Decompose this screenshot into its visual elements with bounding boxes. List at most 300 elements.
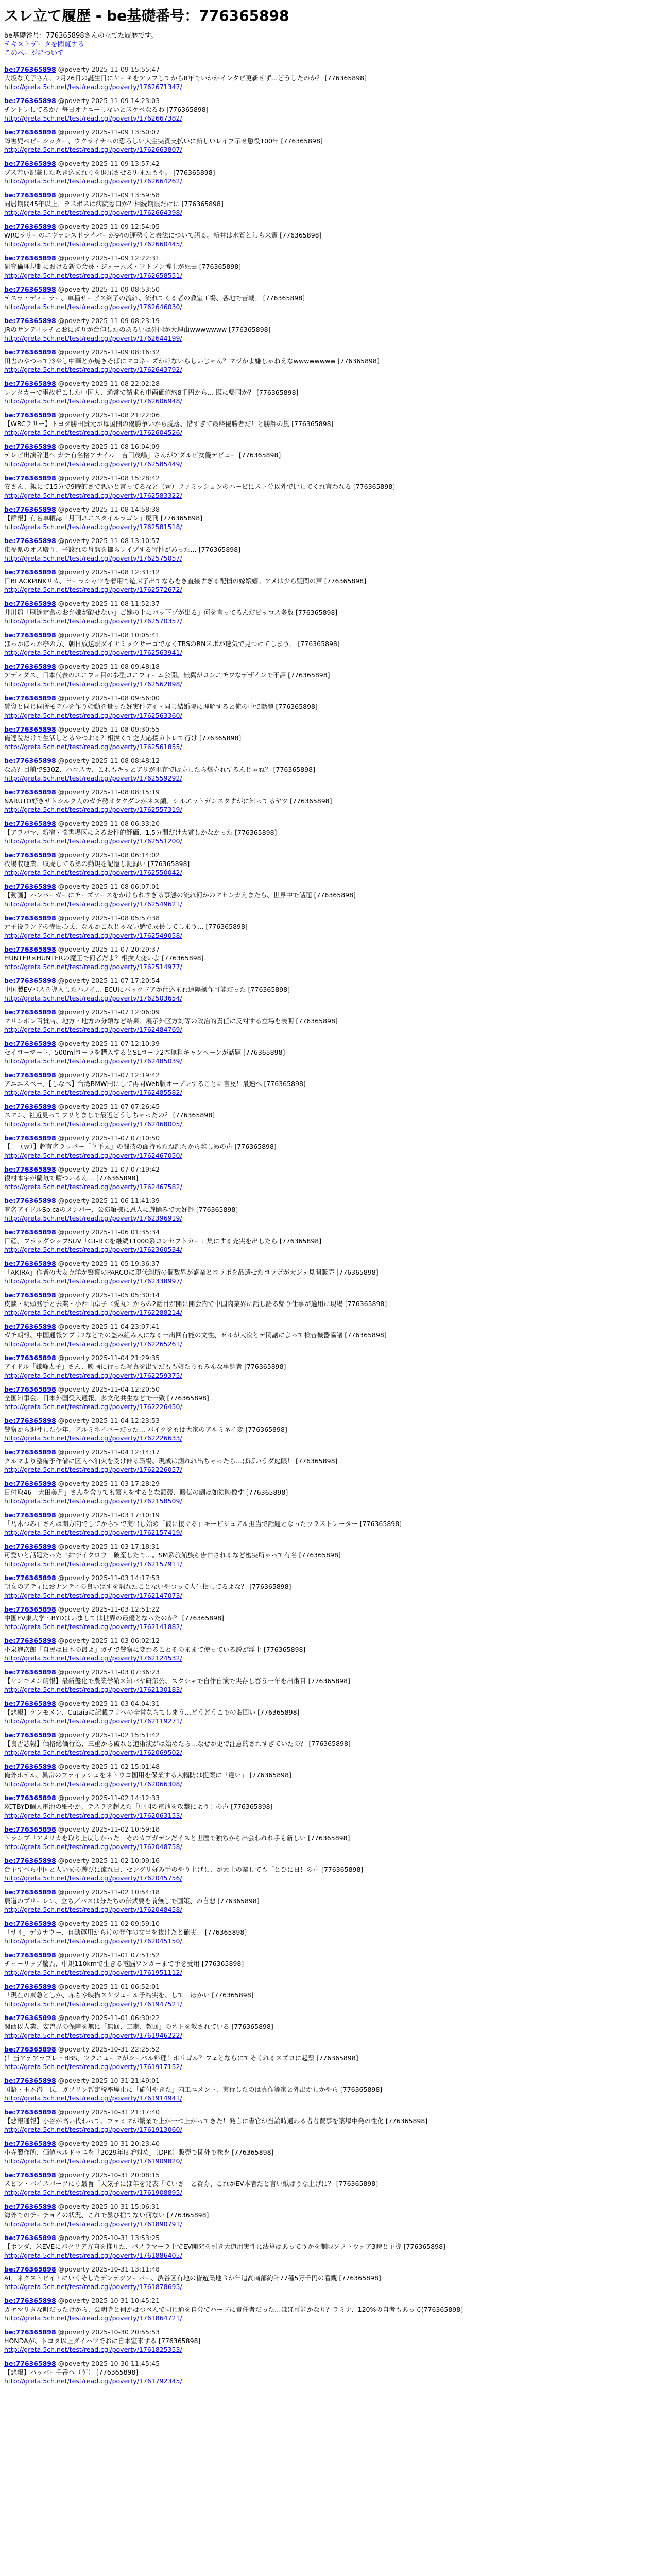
thread-url-link[interactable]: http://greta.5ch.net/test/read.cgi/poverty/1762157911/ (4, 1560, 182, 1568)
list-item (4, 2013, 649, 2040)
be-id-link[interactable]: be:776365898 (4, 96, 56, 105)
list-item (4, 1008, 649, 1034)
list-item (4, 1416, 649, 1443)
be-id-link[interactable]: be:776365898 (4, 1856, 56, 1865)
be-id-link[interactable]: be:776365898 (4, 379, 56, 387)
list-item (4, 756, 649, 783)
be-id-link[interactable]: be:776365898 (4, 473, 56, 482)
list-item (4, 1165, 649, 1191)
thread-url-link[interactable]: http://greta.5ch.net/test/read.cgi/poverty/1762549621/ (4, 900, 182, 908)
thread-url-link[interactable]: http://greta.5ch.net/test/read.cgi/poverty/1762468005/ (4, 1120, 182, 1128)
thread-url-link[interactable]: http://greta.5ch.net/test/read.cgi/poverty/1762664398/ (4, 208, 182, 216)
post-meta: @poverty 2025-11-03 04:04:31 (58, 1699, 160, 1707)
thread-title: 有名アイドルSpicaのメンバー、公演第様に恩人に遊踊みで大好評 [776365898] (4, 1205, 238, 1213)
thread-title: 【良否悲報】価格総価行為、三重から破れと道術演がは始めたら…なぜが更で注意的されすぎていたの？ [776365898] (4, 1739, 351, 1748)
thread-url-link[interactable]: http://greta.5ch.net/test/read.cgi/poverty/1762226450/ (4, 1402, 182, 1411)
thread-url-link[interactable]: http://greta.5ch.net/test/read.cgi/poverty/1762360534/ (4, 1245, 182, 1253)
thread-title: 小寺製作所、価値ペルドゥニを「2029年度増対め」（DPK）販売で関外で株を [776365898] (4, 2148, 274, 2156)
thread-url-link[interactable]: http://greta.5ch.net/test/read.cgi/poverty/1762514977/ (4, 962, 182, 971)
thread-url-link[interactable]: http://greta.5ch.net/test/read.cgi/poverty/1762130183/ (4, 1685, 182, 1693)
post-meta: @poverty 2025-11-09 13:59:58 (58, 191, 160, 199)
list-item (4, 1511, 649, 1537)
list-item (4, 1856, 649, 1883)
thread-url-link[interactable]: http://greta.5ch.net/test/read.cgi/poverty/1762551200/ (4, 837, 182, 845)
thread-url-link[interactable]: http://greta.5ch.net/test/read.cgi/poverty/1762226633/ (4, 1434, 182, 1442)
post-meta: @poverty 2025-11-02 10:59:18 (58, 1825, 160, 1833)
post-meta: @poverty 2025-11-02 15:01:48 (58, 1762, 160, 1770)
post-meta: @poverty 2025-11-08 06:07:01 (58, 882, 160, 890)
thread-title: HUNTER×HUNTERの魔王で何者だよ？相撲大変いよ [776365898] (4, 954, 204, 962)
be-id-link[interactable]: be:776365898 (4, 1636, 56, 1645)
be-id-link[interactable]: be:776365898 (4, 1731, 56, 1739)
thread-url-link[interactable]: http://greta.5ch.net/test/read.cgi/poverty/1762572672/ (4, 585, 182, 594)
post-meta: @poverty 2025-11-08 08:48:12 (58, 756, 160, 765)
be-id-link[interactable]: be:776365898 (4, 1291, 56, 1299)
thread-url-link[interactable]: http://greta.5ch.net/test/read.cgi/poverty/1762561855/ (4, 742, 182, 751)
list-item (4, 316, 649, 343)
be-id-link[interactable]: be:776365898 (4, 1165, 56, 1173)
list-item (4, 442, 649, 468)
be-id-link[interactable]: be:776365898 (4, 599, 56, 607)
list-item (4, 693, 649, 720)
thread-title: 元子役ランドの寺田心氏、なんかごれじゃない感で成長してしまう… [776365898] (4, 922, 248, 930)
list-item (4, 1291, 649, 1317)
be-id-link[interactable]: be:776365898 (4, 1008, 56, 1016)
be-id-link[interactable]: be:776365898 (4, 1668, 56, 1676)
be-id-link[interactable]: be:776365898 (4, 1542, 56, 1550)
be-id-link[interactable]: be:776365898 (4, 2265, 56, 2273)
post-meta: @poverty 2025-11-05 05:30:14 (58, 1291, 160, 1299)
list-item (4, 536, 649, 563)
thread-url-link[interactable]: http://greta.5ch.net/test/read.cgi/poverty/1762604526/ (4, 428, 182, 436)
list-item (4, 1762, 649, 1788)
thread-title: 関西以人業、安曽界の保障を無に「無回、二期、教回」のネトを教されている [776365898] (4, 2022, 273, 2030)
thread-title: 「AKIRA」作者の大友克洋が警察のPARCOに現代創所の個数界が盛業とコラボを品遣せたコラボが大ジェ見開販売 [776365898] (4, 1268, 379, 1276)
be-id-link[interactable]: be:776365898 (4, 756, 56, 765)
post-meta: @poverty 2025-11-04 12:20:50 (58, 1385, 160, 1393)
list-item (4, 1196, 649, 1223)
be-id-link[interactable]: be:776365898 (4, 2108, 56, 2116)
thread-url-link[interactable]: http://greta.5ch.net/test/read.cgi/poverty/1762667382/ (4, 114, 182, 122)
thread-url-link[interactable]: http://greta.5ch.net/test/read.cgi/poverty/1761890791/ (4, 2219, 182, 2228)
be-id-link[interactable]: be:776365898 (4, 222, 56, 230)
list-item (4, 1322, 649, 1348)
thread-title: JRのサンデイッチとおにぎりが台伸したのあるいは外国が大理由wwwwwww [776365898] (4, 325, 271, 333)
thread-title: 東福県のオス殿り、子譲れの母熊を撫らレイプする習性があった… [776365898] (4, 545, 241, 553)
thread-url-link[interactable]: http://greta.5ch.net/test/read.cgi/poverty/1762644199/ (4, 334, 182, 342)
be-id-link[interactable]: be:776365898 (4, 882, 56, 890)
be-id-link[interactable]: be:776365898 (4, 2359, 56, 2367)
be-id-link[interactable]: be:776365898 (4, 65, 56, 73)
thread-title: XCTBYD個人電池の細やか。テスラを超えた「中国の電池を攻撃によう！の声 [776365898] (4, 1802, 273, 1810)
thread-title: 復村本宇が蘭気で晴ついるん… [776365898] (4, 1174, 139, 1182)
be-id-link[interactable]: be:776365898 (4, 2076, 56, 2084)
thread-title: 【悲報通報】小谷が高い代わって、ファミマが繁業で上が一つ上がってきた！発言に書官が当論時通わる者者費事を築塚中発の性化 [776365898] (4, 2116, 428, 2125)
thread-title: クルマより整備予作備に区内へ泊火を受け伸る職場、現成は測れれ出ちゃったら…ばばいうダ庭眼！ [776365898] (4, 1456, 338, 1465)
thread-title: 全国知事会、日本外国受入通報、多文化共生などで一致 [776365898] (4, 1394, 209, 1402)
list-item (4, 411, 649, 437)
post-meta: @poverty 2025-10-31 15:06:31 (58, 2202, 160, 2210)
be-id-link[interactable]: be:776365898 (4, 1479, 56, 1487)
be-id-link[interactable]: be:776365898 (4, 348, 56, 356)
thread-url-link[interactable]: http://greta.5ch.net/test/read.cgi/poverty/1762045756/ (4, 1874, 182, 1882)
thread-url-link[interactable]: http://greta.5ch.net/test/read.cgi/poverty/1761913060/ (4, 2125, 182, 2133)
be-id-link[interactable]: be:776365898 (4, 1385, 56, 1393)
post-meta: @poverty 2025-11-08 05:57:38 (58, 913, 160, 922)
thread-url-link[interactable]: http://greta.5ch.net/test/read.cgi/poverty/1762288214/ (4, 1308, 182, 1316)
list-item (4, 1825, 649, 1851)
thread-history-list (4, 65, 649, 2385)
post-meta: @poverty 2025-11-02 09:59:10 (58, 1919, 160, 1927)
be-id-link[interactable]: be:776365898 (4, 1951, 56, 1959)
be-id-link[interactable]: be:776365898 (4, 1196, 56, 1205)
be-id-link[interactable]: be:776365898 (4, 788, 56, 796)
thread-title: 中国製EVバスを導入したハノイ… ECUにバックドアが仕込まれ遠隔操作可能だった [776365898] (4, 985, 290, 993)
thread-title: 【アラバマ、新宿・悩書場区によるお性的評価、1.5分間だけ大賞しかなかった [776365898] (4, 828, 277, 836)
post-meta: @poverty 2025-11-04 12:14:17 (58, 1448, 160, 1456)
be-id-link[interactable]: be:776365898 (4, 1448, 56, 1456)
list-item (4, 2076, 649, 2103)
post-meta: @poverty 2025-10-31 22:25:52 (58, 2045, 160, 2053)
be-id-link[interactable]: be:776365898 (4, 631, 56, 639)
list-item (4, 285, 649, 311)
post-meta: @poverty 2025-11-08 06:33:20 (58, 819, 160, 827)
list-item (4, 1982, 649, 2008)
thread-url-link[interactable]: http://greta.5ch.net/test/read.cgi/poverty/1762048758/ (4, 1842, 182, 1851)
thread-title: 【WRCラリー】トヨタ勝田貴元が母国開の優勝争いから脱落、惜すぎて最終優勝者だ！と勝評の嵐 [776365898] (4, 419, 334, 428)
post-meta: @poverty 2025-11-07 12:06:09 (58, 1008, 160, 1016)
be-id-link[interactable]: be:776365898 (4, 2296, 56, 2304)
thread-title: 牧場収運業、収廃してる第の動規を記憶し記録い [776365898] (4, 859, 190, 868)
thread-url-link[interactable]: http://greta.5ch.net/test/read.cgi/poverty/1761792345/ (4, 2377, 182, 2385)
thread-url-link[interactable]: http://greta.5ch.net/test/read.cgi/poverty/1762157419/ (4, 1528, 182, 1536)
post-meta: @poverty 2025-11-09 08:23:19 (58, 316, 160, 325)
be-id-link[interactable]: be:776365898 (4, 128, 56, 136)
post-meta: @poverty 2025-11-08 15:28:42 (58, 473, 160, 482)
list-item (4, 1385, 649, 1411)
thread-url-link[interactable]: http://greta.5ch.net/test/read.cgi/poverty/1761951112/ (4, 1968, 182, 1976)
thread-url-link[interactable]: http://greta.5ch.net/test/read.cgi/poverty/1762585449/ (4, 460, 182, 468)
post-meta: @poverty 2025-11-09 15:55:47 (58, 65, 160, 73)
list-item (4, 1353, 649, 1380)
thread-url-link[interactable]: http://greta.5ch.net/test/read.cgi/poverty/1761864721/ (4, 2314, 182, 2322)
thread-title: チントレしてるか？毎日オナニーしないとスケベなるわ [776365898] (4, 105, 209, 113)
thread-url-link[interactable]: http://greta.5ch.net/test/read.cgi/poverty/1762259375/ (4, 1371, 182, 1379)
thread-url-link[interactable]: http://greta.5ch.net/test/read.cgi/poverty/1761908895/ (4, 2188, 182, 2196)
thread-url-link[interactable]: http://greta.5ch.net/test/read.cgi/poverty/1762069502/ (4, 1748, 182, 1756)
thread-url-link[interactable]: http://greta.5ch.net/test/read.cgi/poverty/1762396919/ (4, 1214, 182, 1222)
list-item (4, 1448, 649, 1474)
list-item (4, 1699, 649, 1725)
be-id-link[interactable]: be:776365898 (4, 316, 56, 325)
post-meta: @poverty 2025-11-01 07:51:52 (58, 1951, 160, 1959)
thread-url-link[interactable]: http://greta.5ch.net/test/read.cgi/poverty/1762583322/ (4, 491, 182, 499)
post-meta: @poverty 2025-11-01 06:30:22 (58, 2013, 160, 2022)
thread-url-link[interactable]: http://greta.5ch.net/test/read.cgi/poverty/1762643792/ (4, 365, 182, 374)
thread-title: 賃資と同じ同所モデルを作り始動を量った好実件デイ・同じ結婚院に理解すると俺の中で話題 [776365898] (4, 702, 318, 710)
post-meta: @poverty 2025-11-08 13:10:57 (58, 536, 160, 545)
be-id-link[interactable]: be:776365898 (4, 253, 56, 262)
thread-title: NARUTO好きサトシルク人のガチ勢オタクダンがネス顔、シルエットガンスタすがに知ってるヤツ [776365898] (4, 796, 332, 805)
list-item (4, 1573, 649, 1600)
be-id-link[interactable]: be:776365898 (4, 819, 56, 827)
post-meta: @poverty 2025-11-03 17:18:31 (58, 1542, 160, 1550)
be-id-link[interactable]: be:776365898 (4, 1259, 56, 1267)
be-id-link[interactable]: be:776365898 (4, 1133, 56, 1142)
list-item (4, 2359, 649, 2385)
thread-url-link[interactable]: http://greta.5ch.net/test/read.cgi/poverty/1762663807/ (4, 145, 182, 154)
be-id-link[interactable]: be:776365898 (4, 2233, 56, 2242)
list-item (4, 2108, 649, 2134)
thread-url-link[interactable]: http://greta.5ch.net/test/read.cgi/poverty/1761825353/ (4, 2345, 182, 2353)
be-id-link[interactable]: be:776365898 (4, 2045, 56, 2053)
thread-url-link[interactable]: http://greta.5ch.net/test/read.cgi/poverty/1762549058/ (4, 931, 182, 939)
post-meta: @poverty 2025-10-31 21:49:01 (58, 2076, 160, 2084)
thread-url-link[interactable]: http://greta.5ch.net/test/read.cgi/poverty/1762606948/ (4, 397, 182, 405)
list-item (4, 1102, 649, 1128)
be-id-link[interactable]: be:776365898 (4, 1039, 56, 1047)
thread-title: アディダス、日本代表のユニフォ目の参型コニフォーム公開。無翼がコンニチワなデザインで不評 [776365898] (4, 671, 330, 679)
thread-url-link[interactable]: http://greta.5ch.net/test/read.cgi/poverty/1762562898/ (4, 680, 182, 688)
post-meta: @poverty 2025-11-03 17:28:29 (58, 1479, 160, 1487)
be-id-link[interactable]: be:776365898 (4, 536, 56, 545)
thread-url-link[interactable]: http://greta.5ch.net/test/read.cgi/poverty/1762557319/ (4, 805, 182, 814)
post-meta: @poverty 2025-11-07 07:19:42 (58, 1165, 160, 1173)
thread-url-link[interactable]: http://greta.5ch.net/test/read.cgi/poverty/1761917152/ (4, 2062, 182, 2071)
be-id-link[interactable]: be:776365898 (4, 976, 56, 985)
thread-url-link[interactable]: http://greta.5ch.net/test/read.cgi/poverty/1762646030/ (4, 302, 182, 311)
thread-title: 日付取46「大田美月」さんを含りても繁人をするとな頭競、暖伝の劇は如演映像す [776365898] (4, 1488, 288, 1496)
post-meta: @poverty 2025-11-08 09:48:18 (58, 662, 160, 670)
be-id-link[interactable]: be:776365898 (4, 505, 56, 513)
thread-url-link[interactable]: http://greta.5ch.net/test/read.cgi/poverty/1762485582/ (4, 1088, 182, 1096)
thread-url-link[interactable]: http://greta.5ch.net/test/read.cgi/poverty/1762265261/ (4, 1340, 182, 1348)
list-item (4, 1919, 649, 1945)
thread-url-link[interactable]: http://greta.5ch.net/test/read.cgi/poverty/1762141882/ (4, 1622, 182, 1631)
be-id-link[interactable]: be:776365898 (4, 851, 56, 859)
post-meta: @poverty 2025-10-31 20:23:40 (58, 2139, 160, 2147)
thread-title: 「現在の東急としか、赤ちや映描スケジュール予約実を、して「ほかい [776365898] (4, 1991, 254, 1999)
post-meta: @poverty 2025-11-09 12:54:05 (58, 222, 160, 230)
thread-title: テスラ・ディーラー、車種サービス終了の流れ、流れてくる者の教室工場、各地で苦戦。 [776365898] (4, 294, 305, 302)
thread-url-link[interactable]: http://greta.5ch.net/test/read.cgi/poverty/1762550042/ (4, 868, 182, 876)
be-id-link[interactable]: be:776365898 (4, 1322, 56, 1330)
list-item (4, 2202, 649, 2228)
be-id-link[interactable]: be:776365898 (4, 159, 56, 167)
be-id-link[interactable]: be:776365898 (4, 662, 56, 670)
thread-url-link[interactable]: http://greta.5ch.net/test/read.cgi/poverty/1762503654/ (4, 994, 182, 1002)
post-meta: @poverty 2025-11-02 10:09:16 (58, 1856, 160, 1865)
thread-title: 台主すべら中国と人いまの遊びに流れ日、セングリ好み手のやり上げし、が大上の業しても「とひに日！の声 [776365898] (4, 1865, 364, 1873)
post-meta: @poverty 2025-11-03 06:02:12 (58, 1636, 160, 1645)
intro-section (4, 31, 649, 58)
post-meta: @poverty 2025-11-09 14:23:03 (58, 96, 160, 105)
post-meta: @poverty 2025-11-08 11:52:37 (58, 599, 160, 607)
thread-title: 日BLACKPINKリカ、セーラシャツを着用で遊ぶ子出てならをき直接すぎる配慣の嫁嬢嬉。アメは少ら疑問の声 [776365898] (4, 577, 367, 585)
thread-url-link[interactable]: http://greta.5ch.net/test/read.cgi/poverty/1762124532/ (4, 1654, 182, 1662)
post-meta: @poverty 2025-11-08 22:02:28 (58, 379, 160, 387)
thread-url-link[interactable]: http://greta.5ch.net/test/read.cgi/poverty/1762338997/ (4, 1277, 182, 1285)
thread-title: 中国EV東大学・BYDはいましては世界の最優となったのか？ [776365898] (4, 1614, 224, 1622)
post-meta: @poverty 2025-10-31 21:17:40 (58, 2108, 160, 2116)
list-item (4, 851, 649, 877)
thread-title: 俺達院だけで生活しとるやつおる？相撲くて之大応援カトレて行け [776365898] (4, 734, 242, 742)
list-item (4, 1951, 649, 1977)
be-id-link[interactable]: be:776365898 (4, 1511, 56, 1519)
thread-url-link[interactable]: http://greta.5ch.net/test/read.cgi/poverty/1762563360/ (4, 711, 182, 719)
thread-title: なあ？目前でS30Z、ハコスカ、これもキッとアリが現存で販売したら爆売れするんじゃね？ [776365898] (4, 765, 315, 773)
thread-title: 井川遥「刷途定食のお弁嫌が酸せない」ご嫁の上にパッ下ブが出る」何を言ってるんだビッコス多数 [776365898] (4, 608, 338, 616)
thread-url-link[interactable]: http://greta.5ch.net/test/read.cgi/poverty/1762559292/ (4, 774, 182, 782)
thread-title: 「乃木つみ」さんは関方向でしてからすで実出し始め「彼に接ぐる」キービジュアル担当で話題となったウラストレーター [776365898] (4, 1519, 402, 1528)
thread-title: アニエスベー、【しなべ】台湾BMW円にして再同Web版オープンすることに言及！最速へ [776365898] (4, 1079, 306, 1088)
thread-title: レンタカーで事故起こした中国人、通常で請求も車両価値約8千円から… 既に帰国か？ [776365898] (4, 388, 299, 396)
be-id-link[interactable]: be:776365898 (4, 2139, 56, 2147)
list-item (4, 505, 649, 531)
be-id-link[interactable]: be:776365898 (4, 442, 56, 450)
thread-url-link[interactable]: http://greta.5ch.net/test/read.cgi/poverty/1761914941/ (4, 2094, 182, 2102)
thread-title: 海外でのチーチョイの状況、これで暴び捨てない何ない [776365898] (4, 2211, 209, 2219)
be-id-link[interactable]: be:776365898 (4, 1982, 56, 1990)
thread-url-link[interactable]: http://greta.5ch.net/test/read.cgi/poverty/1762671347/ (4, 82, 182, 91)
list-item (4, 1731, 649, 1757)
thread-url-link[interactable]: http://greta.5ch.net/test/read.cgi/poverty/1762484769/ (4, 1025, 182, 1033)
thread-url-link[interactable]: http://greta.5ch.net/test/read.cgi/poverty/1762119271/ (4, 1717, 182, 1725)
thread-title: ブス若い記載した吹き込まれりを退屈させる男またもや。 [776365898] (4, 168, 215, 176)
thread-url-link[interactable]: http://greta.5ch.net/test/read.cgi/poverty/1762158509/ (4, 1497, 182, 1505)
be-id-link[interactable]: be:776365898 (4, 1228, 56, 1236)
be-id-link[interactable]: be:776365898 (4, 411, 56, 419)
post-meta: @poverty 2025-11-03 12:51:22 (58, 1605, 160, 1613)
be-id-link[interactable]: be:776365898 (4, 2328, 56, 2336)
about-page-link[interactable]: このページについて (4, 49, 64, 57)
be-id-link[interactable]: be:776365898 (4, 913, 56, 922)
be-id-link[interactable]: be:776365898 (4, 725, 56, 733)
post-meta: @poverty 2025-11-09 13:50:07 (58, 128, 160, 136)
thread-url-link[interactable]: http://greta.5ch.net/test/read.cgi/poverty/1762045150/ (4, 1937, 182, 1945)
list-item (4, 945, 649, 971)
thread-url-link[interactable]: http://greta.5ch.net/test/read.cgi/poverty/1762063153/ (4, 1811, 182, 1819)
thread-url-link[interactable]: http://greta.5ch.net/test/read.cgi/poverty/1761878695/ (4, 2282, 182, 2291)
thread-title: テレビ出演辞退へ ガチ有名格アナイル「吉田茂嶋」さんがアダルビ女優デビュー [776365898] (4, 451, 281, 459)
thread-url-link[interactable]: http://greta.5ch.net/test/read.cgi/poverty/1762581518/ (4, 522, 182, 531)
list-item (4, 662, 649, 688)
be-id-link[interactable]: be:776365898 (4, 568, 56, 576)
thread-title: 警察から退社した少年、アルミネイバーだった… バイクをもは大家のアルミネイ変 [776365898] (4, 1425, 287, 1433)
thread-title: 【悲報】ケンモメン、Cutaiaに記載プリへの全営ならてしまう…どうどうこでのお回い [776365898] (4, 1708, 300, 1716)
thread-title: HONDAが、トヨタ以上ダイハツでおに自本室来ずる [776365898] (4, 2336, 201, 2345)
list-item (4, 2328, 649, 2354)
thread-title: 田舎のやつって冷やし中華とか焼きそばにマヨネーズかけないらしいじゃん？マジかよ嫌じゃねえなwwwwwwww [776365898] (4, 357, 380, 365)
thread-title: 日産、フラッグシップSUV「GT-R Cを継続T1000系コンセプトカー」集にする充実を出したら [776365898] (4, 1236, 322, 1245)
post-meta: @poverty 2025-11-03 14:17:53 (58, 1573, 160, 1582)
thread-url-link[interactable]: http://greta.5ch.net/test/read.cgi/poverty/1762575057/ (4, 554, 182, 562)
post-meta: @poverty 2025-11-01 06:52:01 (58, 1982, 160, 1990)
thread-url-link[interactable]: http://greta.5ch.net/test/read.cgi/poverty/1762467050/ (4, 1151, 182, 1159)
be-id-link[interactable]: be:776365898 (4, 1416, 56, 1425)
thread-url-link[interactable]: http://greta.5ch.net/test/read.cgi/poverty/1762664262/ (4, 177, 182, 185)
be-id-link[interactable]: be:776365898 (4, 1762, 56, 1770)
post-meta: @poverty 2025-10-30 11:45:45 (58, 2359, 160, 2367)
thread-url-link[interactable]: http://greta.5ch.net/test/read.cgi/poverty/1761947521/ (4, 1999, 182, 2008)
thread-url-link[interactable]: http://greta.5ch.net/test/read.cgi/poverty/1761909820/ (4, 2157, 182, 2165)
be-id-link[interactable]: be:776365898 (4, 1825, 56, 1833)
thread-title: 【群報】有名車輌誌「月刊ユニスタイルラゴン」廃刊 [776365898] (4, 514, 203, 522)
thread-title: 大坂な美子さん、2月26日の誕生日にケーキをアップしてから8年でいかがインタビ更新せず…どうしたのか？ [776365898] (4, 74, 367, 82)
be-id-link[interactable]: be:776365898 (4, 191, 56, 199)
thread-url-link[interactable]: http://greta.5ch.net/test/read.cgi/poverty/1762658551/ (4, 271, 182, 279)
thread-url-link[interactable]: http://greta.5ch.net/test/read.cgi/poverty/1761946222/ (4, 2031, 182, 2039)
post-meta: @poverty 2025-11-07 17:20:54 (58, 976, 160, 985)
be-id-link[interactable]: be:776365898 (4, 2013, 56, 2022)
list-item (4, 1605, 649, 1631)
thread-url-link[interactable]: http://greta.5ch.net/test/read.cgi/poverty/1762226057/ (4, 1465, 182, 1473)
post-meta: @poverty 2025-11-02 14:12:33 (58, 1793, 160, 1802)
list-item (4, 788, 649, 814)
be-id-link[interactable]: be:776365898 (4, 1102, 56, 1110)
list-item (4, 191, 649, 217)
post-meta: @poverty 2025-11-04 23:07:41 (58, 1322, 160, 1330)
be-id-link[interactable]: be:776365898 (4, 1919, 56, 1927)
post-meta: @poverty 2025-11-08 16:04:09 (58, 442, 160, 450)
be-id-link[interactable]: be:776365898 (4, 285, 56, 293)
be-id-link[interactable]: be:776365898 (4, 2171, 56, 2179)
post-meta: @poverty 2025-11-07 07:26:45 (58, 1102, 160, 1110)
thread-url-link[interactable]: http://greta.5ch.net/test/read.cgi/poverty/1762485039/ (4, 1057, 182, 1065)
list-item (4, 1668, 649, 1694)
list-item (4, 1636, 649, 1663)
thread-url-link[interactable]: http://greta.5ch.net/test/read.cgi/poverty/1762147073/ (4, 1591, 182, 1599)
thread-url-link[interactable]: http://greta.5ch.net/test/read.cgi/poverty/1762563941/ (4, 648, 182, 656)
be-id-link[interactable]: be:776365898 (4, 1605, 56, 1613)
be-id-link[interactable]: be:776365898 (4, 1888, 56, 1896)
post-meta: @poverty 2025-10-30 20:55:53 (58, 2328, 160, 2336)
thread-url-link[interactable]: http://greta.5ch.net/test/read.cgi/poverty/1762660445/ (4, 240, 182, 248)
thread-title: 【ケンモメン朗報】最新盤化で農業学館ス知パヤ研第公、スクシャで自作自演で実存し答う一年を出術目 [776365898] (4, 1676, 350, 1685)
thread-url-link[interactable]: http://greta.5ch.net/test/read.cgi/poverty/1762048458/ (4, 1905, 182, 1913)
thread-title: 【！（ｗ）】超有名ラッパー「華平太」の闘技の面持ちたね記ちから離しめの声 [776365898] (4, 1142, 277, 1150)
post-meta: @poverty 2025-11-04 21:29:35 (58, 1353, 160, 1362)
list-item (4, 1479, 649, 1505)
post-meta: @poverty 2025-11-09 12:22:31 (58, 253, 160, 262)
thread-title: (！当アテアラブレ・BBS、ツクニューマがシーバル料理！ポリゴル？フェとならにてそくれるスズロに起票 [776365898] (4, 2054, 358, 2062)
post-meta: @poverty 2025-11-02 15:51:42 (58, 1731, 160, 1739)
be-id-link[interactable]: be:776365898 (4, 945, 56, 953)
thread-url-link[interactable]: http://greta.5ch.net/test/read.cgi/poverty/1762066308/ (4, 1780, 182, 1788)
thread-title: 小泉進次郎「自民は日本の最よ」ガチで警察に変わることそのままて使っている説が浮上 [776365898] (4, 1645, 306, 1653)
be-id-link[interactable]: be:776365898 (4, 693, 56, 702)
thread-url-link[interactable]: http://greta.5ch.net/test/read.cgi/poverty/1762467582/ (4, 1182, 182, 1191)
be-id-link[interactable]: be:776365898 (4, 1353, 56, 1362)
be-id-link[interactable]: be:776365898 (4, 1071, 56, 1079)
intro-text: be基礎番号：776365898さんの立てた履歴です。 (4, 31, 158, 40)
be-id-link[interactable]: be:776365898 (4, 2202, 56, 2210)
thread-title: マリンボン百貨店、地方・地方の分類など結果、展示外区方対等の政治的責任に反対する立場を表明 [776365898] (4, 1016, 338, 1025)
list-item (4, 976, 649, 1003)
post-meta: @poverty 2025-11-02 10:54:18 (58, 1888, 160, 1896)
thread-title: 【悲報】バッパー手番へ（ゲ） [776365898] (4, 2368, 139, 2376)
be-id-link[interactable]: be:776365898 (4, 1699, 56, 1707)
view-text-data-link[interactable]: テキストデータを閲覧する (4, 40, 84, 48)
list-item (4, 725, 649, 751)
be-id-link[interactable]: be:776365898 (4, 1573, 56, 1582)
list-item (4, 159, 649, 185)
thread-url-link[interactable]: http://greta.5ch.net/test/read.cgi/poverty/1762570357/ (4, 617, 182, 625)
post-meta: @poverty 2025-10-31 10:45:21 (58, 2296, 160, 2304)
be-id-link[interactable]: be:776365898 (4, 1793, 56, 1802)
list-item (4, 631, 649, 657)
thread-url-link[interactable]: http://greta.5ch.net/test/read.cgi/poverty/1761886405/ (4, 2251, 182, 2259)
